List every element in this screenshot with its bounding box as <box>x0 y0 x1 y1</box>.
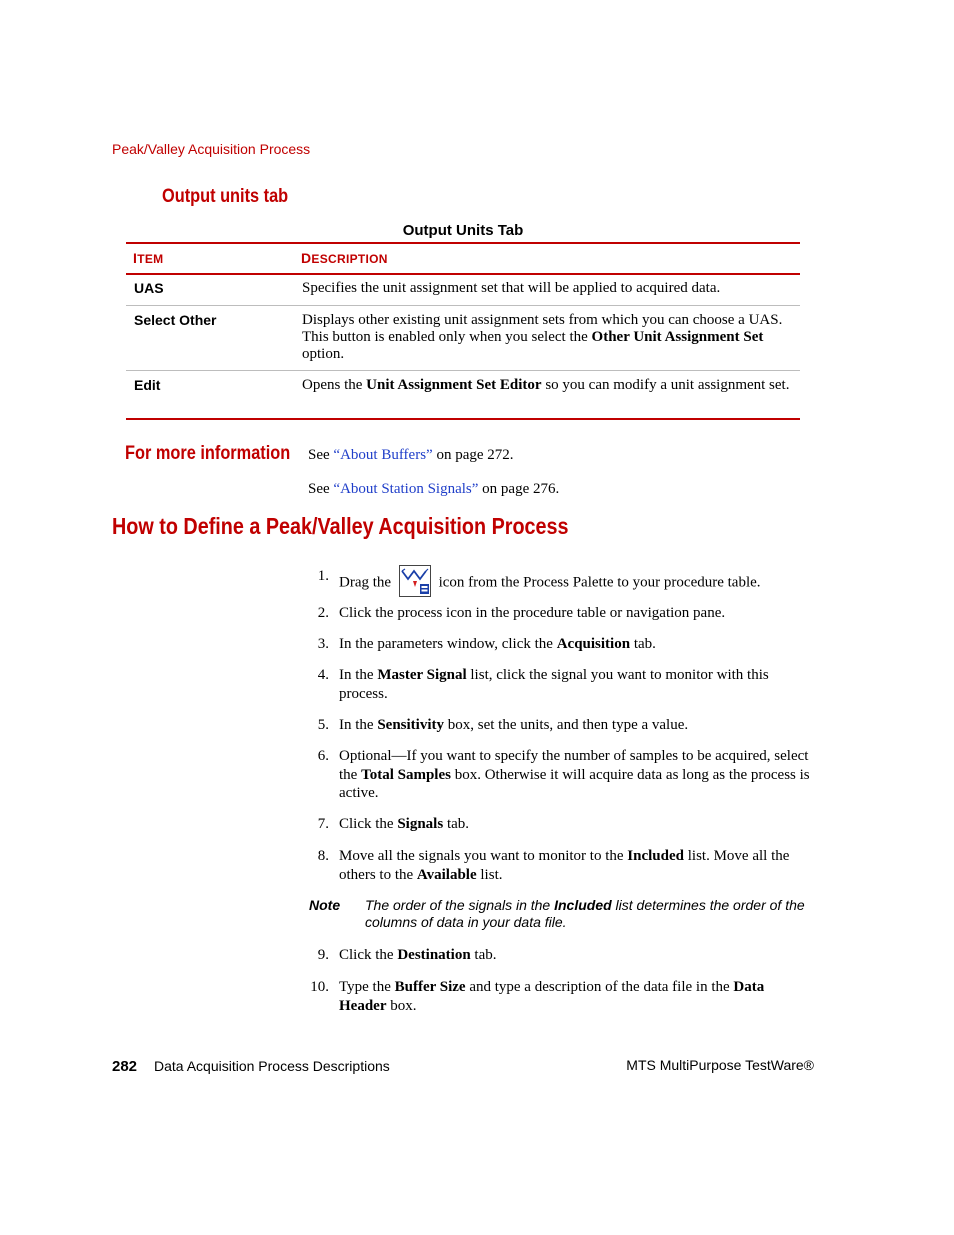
table-row <box>126 371 800 418</box>
about-buffers-link[interactable]: “About Buffers” <box>333 447 433 463</box>
table-header-item: ITEM <box>133 250 164 266</box>
see-also-station-signals: See “About Station Signals” on page 276. <box>308 481 560 497</box>
note-label: Note <box>309 897 341 913</box>
peak-valley-process-icon <box>399 565 431 597</box>
table-cell-item: UAS <box>134 280 164 296</box>
table-bottom-rule <box>126 418 800 420</box>
breadcrumb: Peak/Valley Acquisition Process <box>112 141 311 157</box>
note-text: The order of the signals in the Included list determines the order of the columns of data in your data file. <box>365 897 805 930</box>
table-row <box>126 274 800 305</box>
table-header-description: DESCRIPTION <box>301 250 388 266</box>
table-cell-item: Select Other <box>134 312 217 328</box>
more-info-heading: For more information <box>125 443 291 464</box>
footer-product: MTS MultiPurpose TestWare® <box>626 1057 814 1073</box>
about-station-signals-link[interactable]: “About Station Signals” <box>333 481 479 497</box>
see-also-buffers: See “About Buffers” on page 272. <box>308 447 514 463</box>
main-heading: How to Define a Peak/Valley Acquisition Process <box>112 513 569 539</box>
section-title: Output units tab <box>162 186 289 207</box>
footer-chapter: Data Acquisition Process Descriptions <box>154 1058 390 1074</box>
table-cell-description: Opens the Unit Assignment Set Editor so you can modify a unit assignment set. <box>302 377 790 393</box>
table-cell-description: Displays other existing unit assignment sets from which you can choose a UAS. This button is enabled only when you select the Other Unit Assignment Set option. <box>302 312 783 362</box>
table-cell-description: Specifies the unit assignment set that will be applied to acquired data. <box>302 280 721 296</box>
table-row <box>126 306 800 370</box>
table-cell-item: Edit <box>134 377 161 393</box>
table-top-rule <box>126 242 800 244</box>
table-caption: Output Units Tab <box>402 222 524 239</box>
page-number: 282 <box>112 1058 138 1075</box>
